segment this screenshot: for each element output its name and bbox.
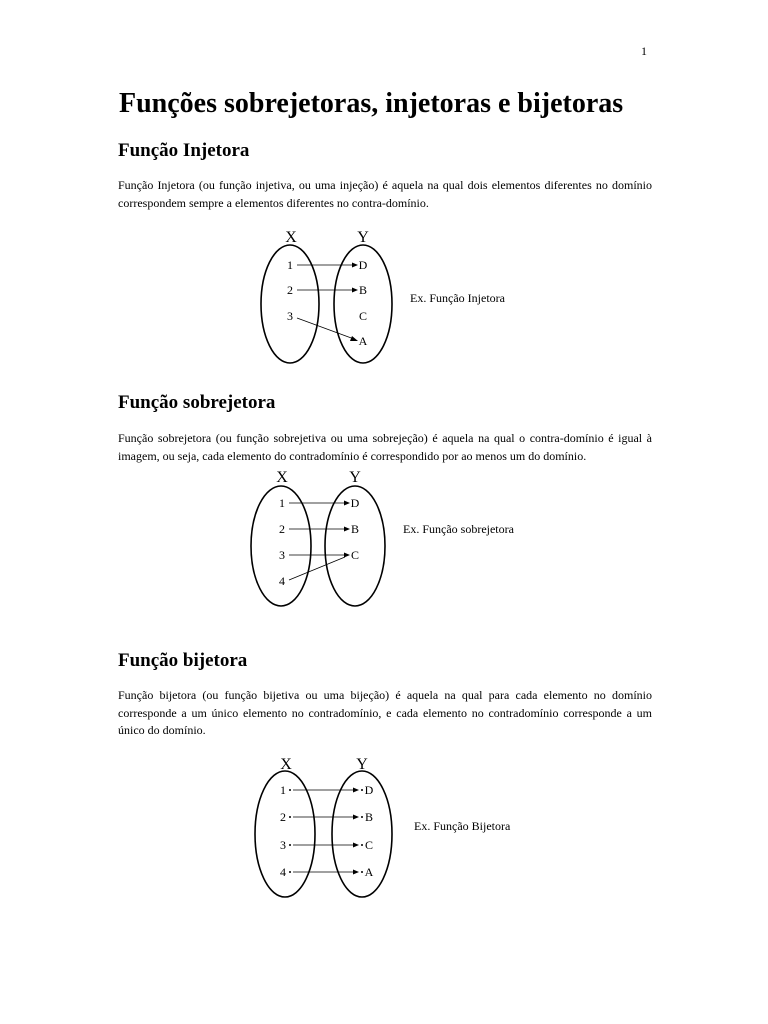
- set-x-label: X: [285, 229, 297, 246]
- domain-element: 3: [287, 309, 293, 323]
- domain-element: 1: [287, 258, 293, 272]
- bijective-function-diagram: [250, 752, 400, 902]
- section-text-bijetora: Função bijetora (ou função bijetiva ou uma bijeção) é aquela na qual para cada elemento no domínio corresponde a um único elemento no contradomínio, e cada elemento no contradomínio corresponde a um único do domínio.: [118, 688, 652, 737]
- set-y-label: Y: [349, 469, 361, 486]
- domain-point: [289, 816, 291, 818]
- codomain-element: D: [358, 258, 368, 272]
- arrowhead: [353, 788, 359, 793]
- section-heading-bijetora: Função bijetora: [118, 650, 248, 671]
- mapping-arrows: [297, 265, 354, 339]
- section-text-injetora: Função Injetora (ou função injetiva, ou uma injeção) é aquela na qual dois elementos diferentes no domínio correspondem sempre a elementos diferentes no contra-domínio.: [118, 178, 652, 210]
- section-text-sobrejetora: Função sobrejetora (ou função sobrejetiva ou uma sobrejeção) é aquela na qual o contra-domínio é igual à imagem, ou seja, cada elemento do contradomínio é correspondido por ao menos um do domínio.: [118, 431, 652, 463]
- surjective-function-diagram: [245, 466, 395, 611]
- codomain-element: B: [358, 283, 368, 297]
- codomain-point: [361, 816, 363, 818]
- domain-point: [289, 844, 291, 846]
- arrowhead: [352, 288, 358, 293]
- domain-element: 3: [280, 838, 286, 852]
- arrowhead: [350, 336, 358, 341]
- diagram-caption-injetora: Ex. Função Injetora: [410, 291, 505, 305]
- domain-element: 2: [279, 522, 285, 536]
- codomain-element: D: [364, 783, 374, 797]
- codomain-point: [361, 789, 363, 791]
- domain-element: 2: [280, 810, 286, 824]
- domain-point: [289, 871, 291, 873]
- page-number: 1: [641, 44, 647, 58]
- arrowhead: [344, 501, 350, 506]
- codomain-point: [361, 871, 363, 873]
- domain-element: 1: [280, 783, 286, 797]
- set-x-label: X: [276, 469, 288, 486]
- mapping-arrows: [289, 503, 345, 580]
- codomain-element: D: [350, 496, 360, 510]
- codomain-element: C: [358, 309, 368, 323]
- codomain-element: A: [358, 334, 368, 348]
- domain-element: 2: [287, 283, 293, 297]
- arrowhead: [353, 815, 359, 820]
- page-title: Funções sobrejetoras, injetoras e bijetoras: [119, 88, 624, 119]
- domain-point: [289, 789, 291, 791]
- arrowhead: [353, 870, 359, 875]
- mapping-arrows: [293, 790, 354, 872]
- set-y-label: Y: [356, 756, 368, 773]
- diagram-caption-sobrejetora: Ex. Função sobrejetora: [403, 522, 514, 536]
- mapping-arrow: [297, 318, 354, 339]
- codomain-point: [361, 844, 363, 846]
- codomain-element: C: [350, 548, 360, 562]
- injective-function-diagram: [255, 225, 405, 360]
- arrowhead: [344, 527, 350, 532]
- arrowhead: [352, 263, 358, 268]
- set-x-label: X: [280, 756, 292, 773]
- codomain-element: C: [364, 838, 374, 852]
- domain-element: 1: [279, 496, 285, 510]
- arrowhead: [353, 843, 359, 848]
- set-y-label: Y: [357, 229, 369, 246]
- domain-element: 3: [279, 548, 285, 562]
- domain-element: 4: [279, 574, 285, 588]
- mapping-arrow: [289, 557, 345, 580]
- domain-element: 4: [280, 865, 286, 879]
- codomain-element: A: [364, 865, 374, 879]
- codomain-element: B: [350, 522, 360, 536]
- diagram-caption-bijetora: Ex. Função Bijetora: [414, 819, 511, 833]
- section-heading-sobrejetora: Função sobrejetora: [118, 392, 276, 413]
- arrowhead: [344, 553, 350, 558]
- codomain-element: B: [364, 810, 374, 824]
- section-heading-injetora: Função Injetora: [118, 140, 250, 161]
